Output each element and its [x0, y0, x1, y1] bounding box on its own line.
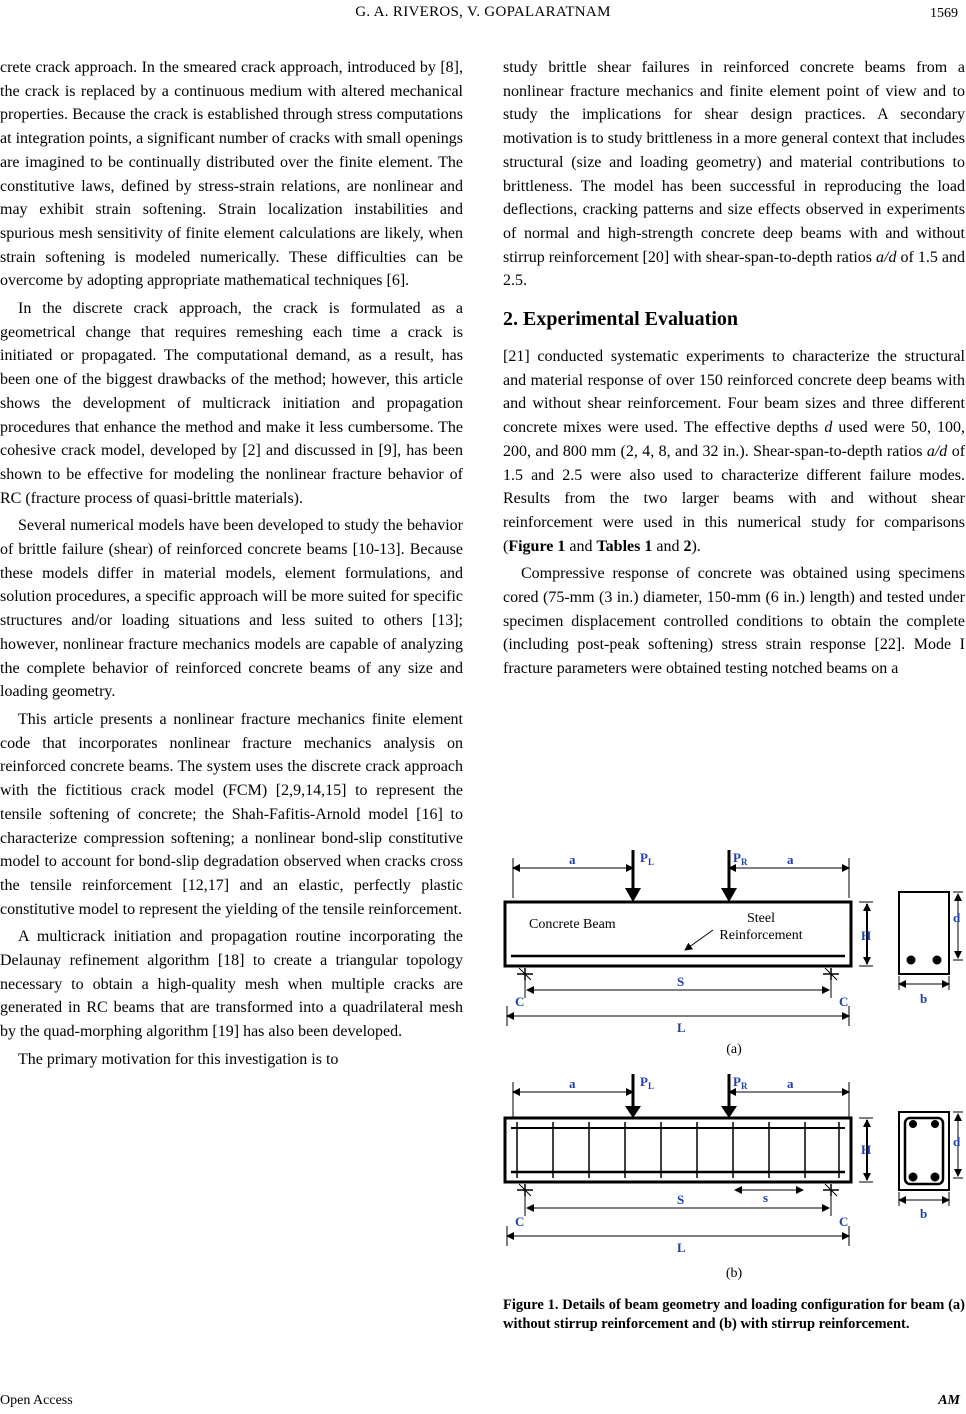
- paragraph: Compressive response of concrete was obtained using specimens cored (75-mm (3 in.) diameter, 150-mm (6 in.) length) and tested under specimen displacement controlled conditions to obtain the complete (including post-peak softening) stress strain response [22]. Mode I fracture parameters were obtained testing notched beams on a: [503, 565, 965, 678]
- text-run: and: [569, 537, 593, 555]
- label-a: a: [787, 1076, 794, 1091]
- open-access-label: Open Access: [0, 1393, 73, 1408]
- ratio-symbol: a/d: [926, 442, 948, 460]
- text-run: study brittle shear failures in reinforced concrete beams from a nonlinear fracture mechanics and finite element point of view and to study the implications for shear design practices. A secondary motivation is to study brittleness in a more general context that includes structural (size and loading geometry) and material contributions to brittleness. The model has been successful in reproducing the load deflections, cracking patterns and size effects observed in experiments of normal and high-strength concrete deep beams with and without stirrup reinforcement [20] with shear-span-to-depth ratios: [503, 59, 965, 266]
- label-b: b: [920, 991, 928, 1006]
- figure-ref[interactable]: Figure 1: [508, 537, 566, 555]
- running-authors: G. A. RIVEROS, V. GOPALARATNAM: [355, 4, 611, 20]
- figure-caption: Figure 1. Details of beam geometry and loading configuration for beam (a) without stirrup reinforcement and (b) with stirrup reinforcement.: [503, 1297, 965, 1332]
- load-arrow-right: [721, 1106, 737, 1118]
- steel-label: Steel: [747, 911, 775, 926]
- subfigure-label-a: (a): [726, 1042, 742, 1057]
- label-a: a: [569, 852, 576, 867]
- paragraph: [503, 56, 965, 293]
- load-arrow-left: [625, 1106, 641, 1118]
- cross-section: [899, 892, 949, 974]
- label-d: d: [953, 1134, 961, 1149]
- text-run: [21] conducted systematic experiments to characterize the structural and material response of over 150 reinforced concrete deep beams with and without shear reinforcement. Four beam sizes and three different concrete mixes were used. The effective depths: [503, 348, 965, 437]
- label-s: S: [677, 1192, 685, 1207]
- paragraph: Several numerical models have been developed to study the behavior of brittle failure (shear) of reinforced concrete beams [10-13]. Because these models differ in material models, element formulations, and solution procedures, a specific approach will be more suited for specific structures and/or loading situations and less suited to others [13]; however, nonlinear fracture mechanics models are capable of analyzing the complete behavior of reinforced concrete beams of any size and loading geometry.: [0, 517, 463, 701]
- cross-section: [899, 1112, 949, 1190]
- symbol-d: d: [824, 419, 833, 437]
- label-pl: $P_L$: [640, 1074, 654, 1091]
- label-l: L: [677, 1240, 686, 1255]
- text-run: of 1.5 and 2.5 were also used to characterize different failure modes. Results from the two larger beams with and without shear reinforcement were used in this numerical study for comparisons (: [503, 442, 966, 555]
- journal-abbrev: AM: [938, 1393, 960, 1408]
- label-b: b: [920, 1206, 928, 1221]
- load-arrow-left: [625, 888, 641, 902]
- label-a: a: [569, 1076, 576, 1091]
- support-left: [517, 1184, 533, 1196]
- label-a: a: [787, 852, 794, 867]
- label-pr: $P_R$: [733, 1074, 748, 1091]
- section-heading: 2. Experimental Evaluation: [503, 308, 739, 331]
- paragraph: A multicrack initiation and propagation routine incorporating the Delaunay refinement algorithm [18] to create a triangular topology necessary to obtain a high-quality mesh when multiple cracks are generated in RC beams that are transformed into a quadrilateral mesh by the quad-morphing algorithm [19] has also been developed.: [0, 928, 463, 1041]
- left-column: [0, 56, 463, 1076]
- support-right: [823, 968, 839, 980]
- paragraph: [503, 345, 965, 558]
- table-ref[interactable]: Tables 1: [596, 537, 653, 555]
- label-stirrup-spacing: s: [763, 1190, 769, 1205]
- label-d: d: [953, 910, 961, 925]
- right-column: [503, 56, 965, 685]
- paragraph: This article presents a nonlinear fracture mechanics finite element code that incorporates nonlinear fracture mechanics analysis on reinforced concrete beams. The system uses the discrete crack approach with the fictitious crack model (FCM) [2,9,14,15] to represent the tensile softening of concrete; the Shah-Fafitis-Arnold model [16] to characterize compression softening; a nonlinear bond-slip constitutive model to account for bond-slip degradation observed when cracks cross the tensile reinforcement [12,17] and an elastic, perfectly plastic constitutive model to represent the yielding of the tensile reinforcement.: [0, 710, 463, 918]
- page-footer: [0, 1393, 966, 1414]
- text-run: ).: [691, 537, 701, 555]
- label-l: L: [677, 1020, 686, 1035]
- subfigure-label-b: (b): [725, 1266, 743, 1281]
- text-run: used were 50, 100, 200, and 800 mm (2, 4, 8, and 32 in.). Shear-span-to-depth ratios: [503, 419, 966, 460]
- table-ref[interactable]: 2: [683, 537, 692, 555]
- label-pr: $P_R$: [733, 850, 748, 867]
- concrete-beam-label: Concrete Beam: [529, 917, 616, 932]
- figure-1a-diagram: [503, 838, 965, 1038]
- label-s: S: [677, 974, 685, 989]
- reinforcement-label: Reinforcement: [719, 928, 803, 943]
- label-h: H: [861, 1142, 872, 1157]
- label-h: H: [861, 928, 872, 943]
- support-left: [517, 968, 533, 980]
- text-run: and: [656, 537, 680, 555]
- paragraph: The primary motivation for this investigation is to: [18, 1050, 339, 1068]
- support-right: [823, 1184, 839, 1196]
- label-c: C: [515, 994, 525, 1009]
- ratio-symbol: a/d: [876, 248, 897, 266]
- page-header: [0, 0, 966, 30]
- text-run: of 1.5 and 2.5.: [503, 248, 966, 290]
- paragraph: crete crack approach. In the smeared crack approach, introduced by [8], the crack is replaced by a continuous medium with altered mechanical properties. Because the crack is established through stress computations at integration points, a significant number of cracks with small openings are imagined to be continually distributed over the finite element. The constitutive laws, defined by stress-strain relations, are nonlinear and may exhibit strain softening. Strain localization instabilities and spurious mesh sensitivity of finite element calculations are likely, when strain softening is modeled numerically. These difficulties can be overcome by adopting appropriate mathematical techniques [6].: [0, 59, 463, 290]
- paragraph: In the discrete crack approach, the crack is formulated as a geometrical change that requires remeshing each time a crack is initiated or propagated. The computational demand, as a result, has been one of the biggest drawbacks of the method; however, this article shows the development of multicrack initiation and propagation procedures that enhance the method and make it less cumbersome. The cohesive crack model, developed by [2] and discussed in [9], has been shown to be effective for modeling the nonlinear fracture behavior of RC (fracture process of quasi-brittle materials).: [0, 300, 463, 507]
- label-c: C: [515, 1214, 525, 1229]
- figure-1b-diagram: [503, 1068, 965, 1258]
- label-c: C: [839, 994, 849, 1009]
- label-pl: $P_L$: [640, 850, 654, 867]
- page-number: 1569: [930, 6, 958, 21]
- label-c: C: [839, 1214, 849, 1229]
- load-arrow-right: [721, 888, 737, 902]
